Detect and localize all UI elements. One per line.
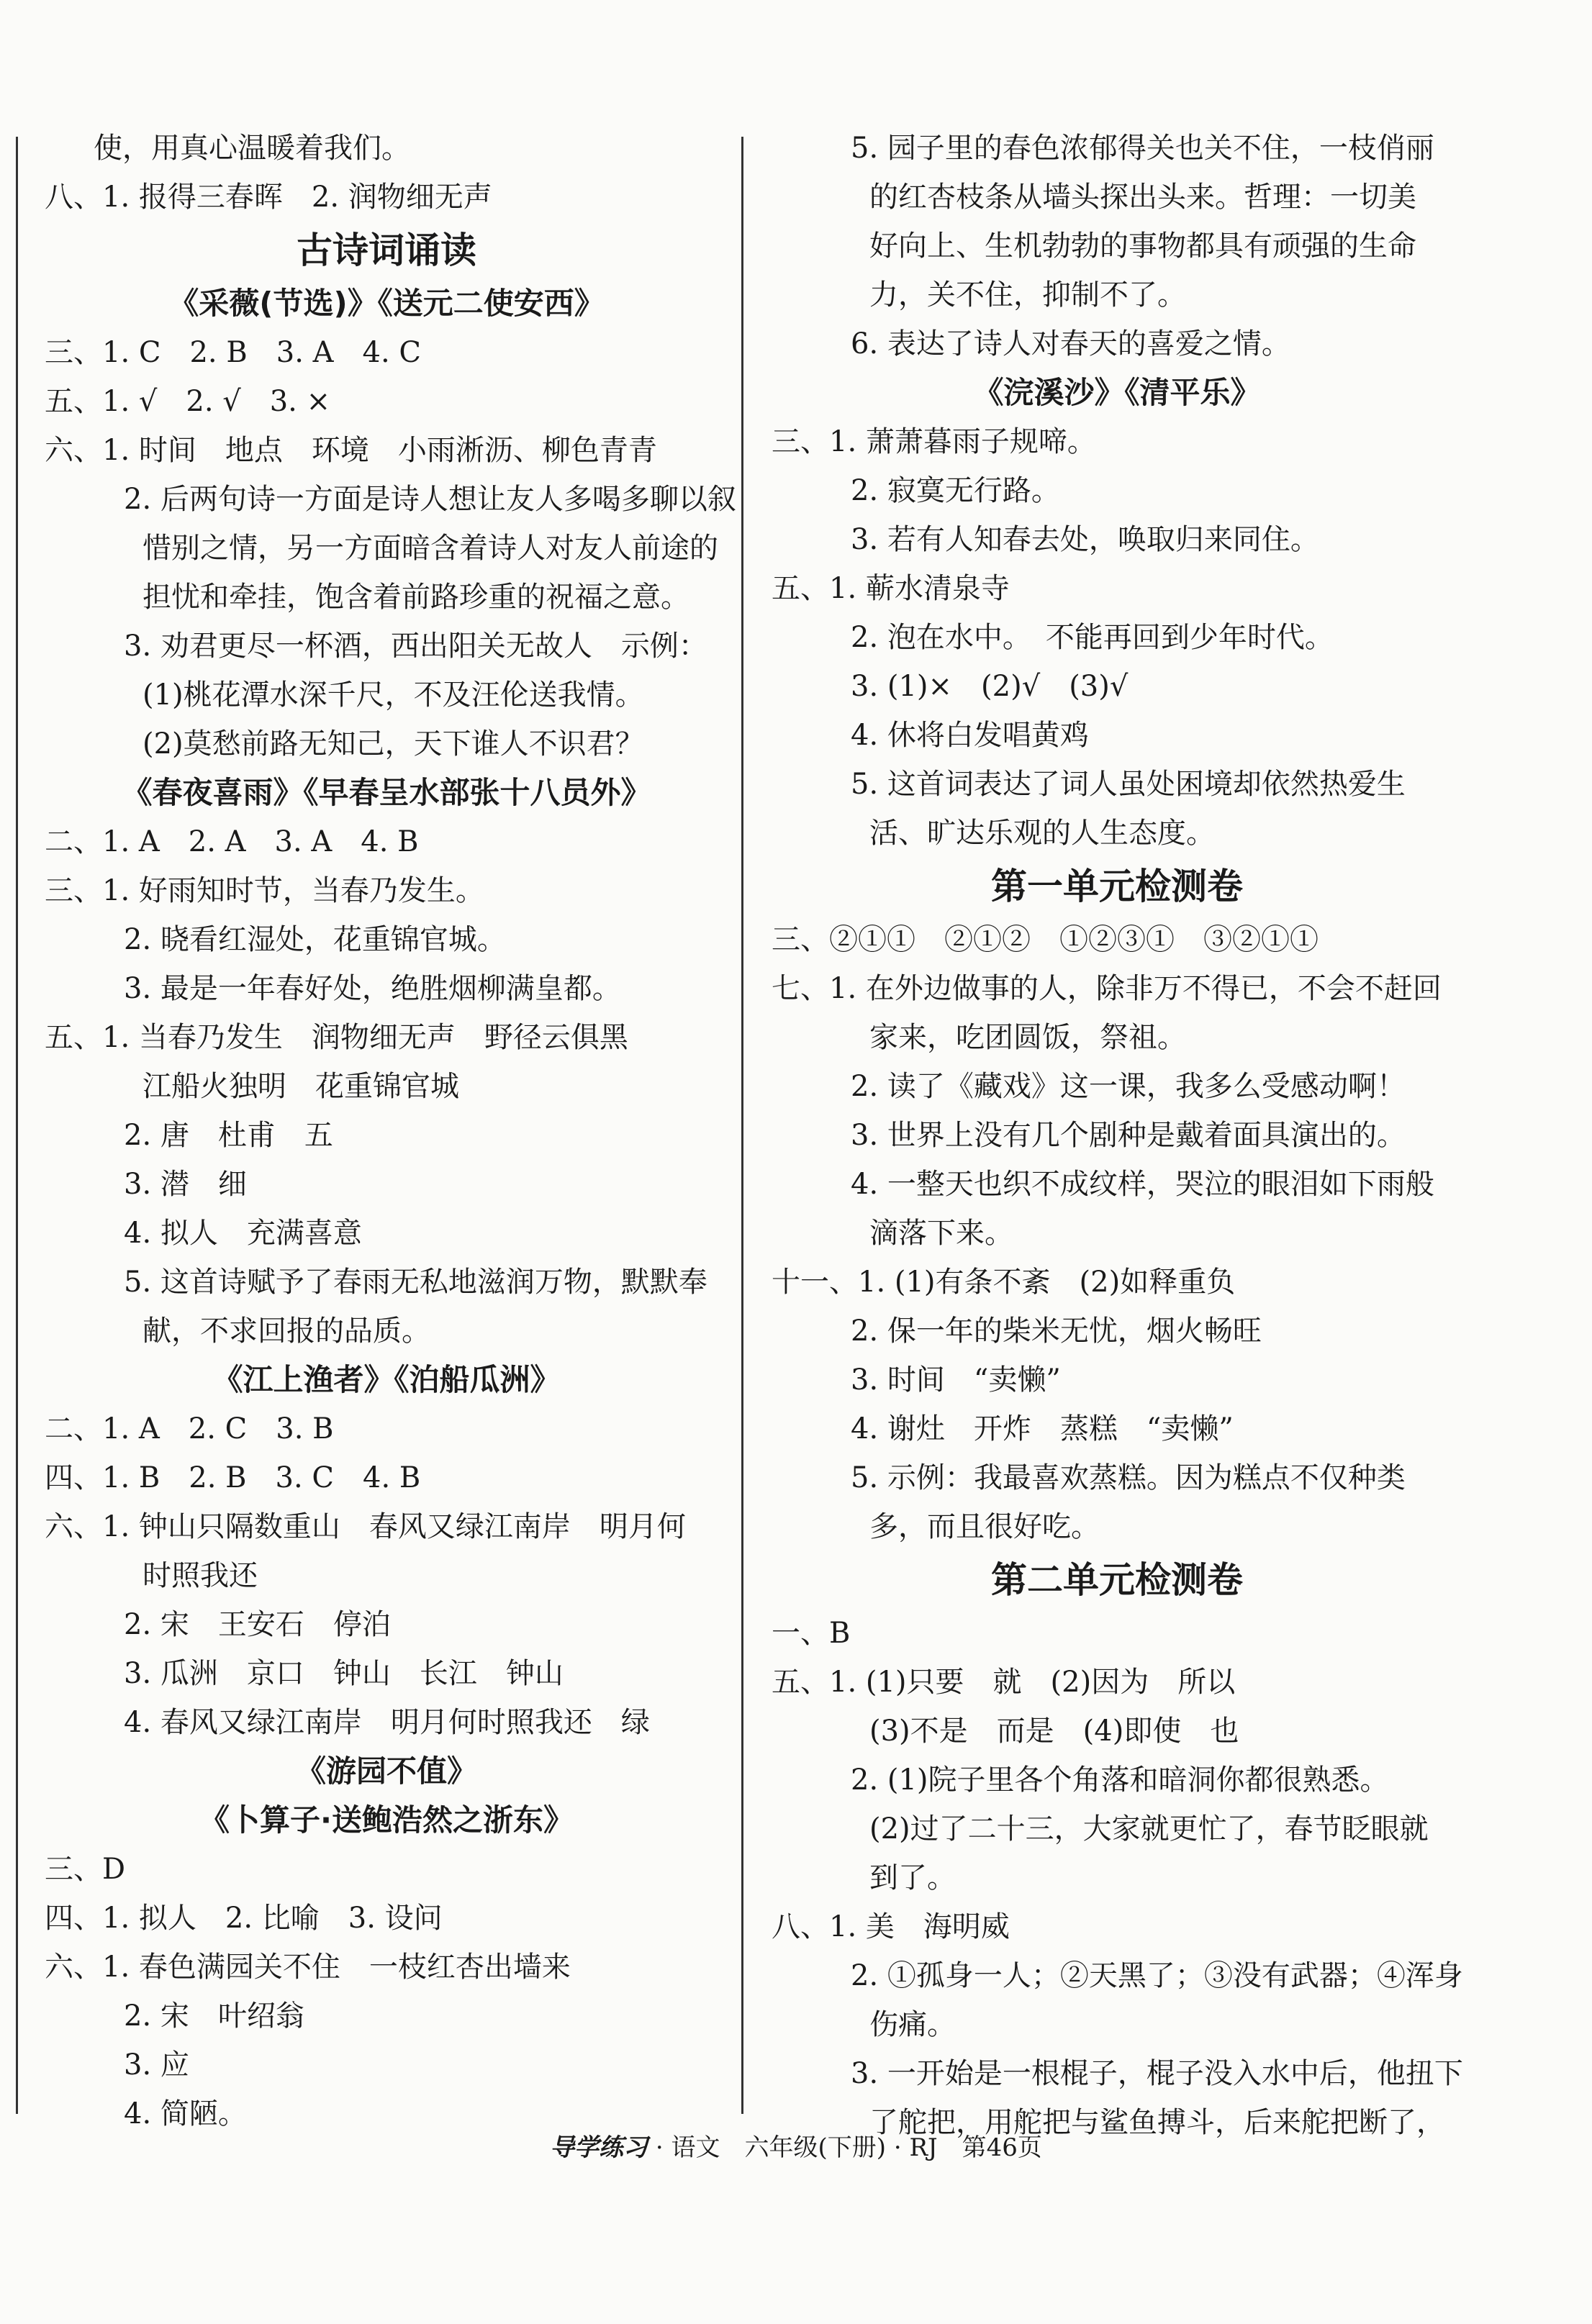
poem-heading: 《浣溪沙》《清平乐》 <box>973 375 1261 410</box>
text-line: 六、1. 春色满园关不住 一枝红杏出墙来 <box>45 1951 571 1984</box>
text-line: 家来，吃团圆饭，祭祖。 <box>869 1021 1186 1054</box>
left-margin-rule <box>16 137 18 2114</box>
text-line: 三、1. C 2. B 3. A 4. C <box>45 336 422 369</box>
text-line: 六、1. 时间 地点 环境 小雨淅沥、柳色青青 <box>45 434 657 467</box>
text-line: 五、1. 当春乃发生 润物细无声 野径云俱黑 <box>45 1021 628 1054</box>
text-line: 3. 应 <box>124 2048 189 2082</box>
text-line: 2. 泡在水中。 不能再回到少年时代。 <box>851 621 1334 654</box>
poem-heading: 《游园不值》 <box>295 1753 477 1789</box>
text-line: 6. 表达了诗人对春天的喜爱之情。 <box>851 327 1290 360</box>
text-line: 3. 若有人知春去处，唤取归来同住。 <box>851 523 1319 556</box>
text-line: 4. 谢灶 开炸 蒸糕 “卖懒” <box>851 1412 1234 1445</box>
text-line: 五、1. 蕲水清泉寺 <box>772 572 1010 605</box>
text-line: (3)不是 而是 (4)即使 也 <box>869 1715 1239 1748</box>
text-line: 4. 休将白发唱黄鸡 <box>851 719 1089 752</box>
text-line: 2. 宋 王安石 停泊 <box>124 1608 391 1641</box>
text-line: 2. 晓看红湿处，花重锦官城。 <box>124 923 506 956</box>
poem-heading: 《江上渔者》《泊船瓜洲》 <box>212 1362 561 1397</box>
text-line: 使，用真心温暖着我们。 <box>94 132 410 165</box>
text-line: 五、1. (1)只要 就 (2)因为 所以 <box>772 1666 1236 1699</box>
left-column <box>45 124 736 2138</box>
text-line: 四、1. B 2. B 3. C 4. B <box>45 1461 421 1494</box>
text-line: 三、②①① ②①② ①②③① ③②①① <box>772 923 1319 956</box>
column-divider <box>741 137 743 2114</box>
text-line: (1)桃花潭水深千尺，不及汪伦送我情。 <box>143 678 644 712</box>
text-line: 3. 最是一年春好处，绝胜烟柳满皇都。 <box>124 972 621 1005</box>
text-line: 五、1. √ 2. √ 3. × <box>45 385 331 418</box>
text-line: 献，不求回报的品质。 <box>143 1315 430 1348</box>
text-line: 四、1. 拟人 2. 比喻 3. 设问 <box>45 1902 443 1935</box>
right-column <box>772 124 1462 2147</box>
text-line: 5. 这首词表达了词人虽处困境却依然热爱生 <box>851 768 1406 801</box>
text-line: 多，而且很好吃。 <box>869 1510 1100 1543</box>
poem-heading: 《春夜喜雨》《早春呈水部张十八员外》 <box>122 775 651 810</box>
text-line: 时照我还 <box>143 1559 258 1592</box>
text-line: 七、1. 在外边做事的人，除非万不得已，不会不赶回 <box>772 972 1442 1005</box>
text-line: 2. 保一年的柴米无忧，烟火畅旺 <box>851 1315 1262 1348</box>
text-line: 3. 时间 “卖懒” <box>851 1363 1061 1397</box>
section-title: 第一单元检测卷 <box>991 866 1243 907</box>
text-line: 2. 读了《藏戏》这一课，我多么受感动啊！ <box>851 1070 1406 1103</box>
text-line: 好向上、生机勃勃的事物都具有顽强的生命 <box>869 230 1416 263</box>
section-title: 第二单元检测卷 <box>991 1559 1243 1601</box>
text-line: 5. 示例：我最喜欢蒸糕。因为糕点不仅种类 <box>851 1461 1406 1494</box>
text-line: 三、1. 萧萧暮雨子规啼。 <box>772 425 1096 458</box>
text-line: 2. 唐 杜甫 五 <box>124 1119 333 1152</box>
text-line: 4. 春风又绿江南岸 明月何时照我还 绿 <box>124 1706 650 1739</box>
text-line: 三、D <box>45 1853 126 1886</box>
text-line: 3. 一开始是一根棍子，棍子没入水中后，他扭下 <box>851 2057 1463 2090</box>
text-line: 八、1. 报得三春晖 2. 润物细无声 <box>45 181 492 214</box>
text-line: 担忧和牵挂，饱含着前路珍重的祝福之意。 <box>143 581 689 614</box>
text-line: 惜别之情，另一方面暗含着诗人对友人前途的 <box>143 532 718 565</box>
text-line: 3. 世界上没有几个剧种是戴着面具演出的。 <box>851 1119 1406 1152</box>
text-line: 了舵把，用舵把与鲨鱼搏斗，后来舵把断了， <box>869 2106 1445 2139</box>
text-line: 伤痛。 <box>869 2008 956 2041</box>
text-line: (2)过了二十三，大家就更忙了，春节眨眼就 <box>869 1812 1429 1846</box>
poem-heading: 《卜算子·送鲍浩然之浙东》 <box>199 1802 574 1838</box>
text-line: 2. 寂寞无行路。 <box>851 474 1060 507</box>
text-line: 三、1. 好雨知时节，当春乃发生。 <box>45 874 484 907</box>
text-line: 一、B <box>772 1617 851 1650</box>
text-line: 江船火独明 花重锦官城 <box>143 1070 459 1103</box>
text-line: 二、1. A 2. C 3. B <box>45 1412 334 1445</box>
text-line: 2. 宋 叶绍翁 <box>124 2000 304 2033</box>
text-line: 5. 园子里的春色浓郁得关也关不住，一枝俏丽 <box>851 132 1434 165</box>
text-line: 八、1. 美 海明威 <box>772 1910 1010 1943</box>
text-line: 十一、1. (1)有条不紊 (2)如释重负 <box>772 1266 1236 1299</box>
text-line: 4. 一整天也织不成纹样，哭泣的眼泪如下雨般 <box>851 1168 1434 1201</box>
text-line: 2. (1)院子里各个角落和暗洞你都很熟悉。 <box>851 1764 1389 1797</box>
footer-info: · 语文 六年级(下册) · RJ 第46页 <box>655 2133 1042 2162</box>
text-line: 六、1. 钟山只隔数重山 春风又绿江南岸 明月何 <box>45 1510 686 1543</box>
text-line: 二、1. A 2. A 3. A 4. B <box>45 825 419 858</box>
text-line: 到了。 <box>869 1861 956 1894</box>
page-footer <box>0 2130 1592 2166</box>
text-line: 5. 这首诗赋予了春雨无私地滋润万物，默默奉 <box>124 1266 707 1299</box>
text-line: 滴落下来。 <box>869 1217 1013 1250</box>
text-line: 4. 拟人 充满喜意 <box>124 1217 362 1250</box>
text-line: 力，关不住，抑制不了。 <box>869 278 1186 312</box>
text-line: 2. ①孤身一人；②天黑了；③没有武器；④浑身 <box>851 1959 1463 1992</box>
section-title: 古诗词诵读 <box>297 230 476 271</box>
text-line: 3. 潜 细 <box>124 1168 247 1201</box>
text-line: 3. 瓜洲 京口 钟山 长江 钟山 <box>124 1657 564 1690</box>
text-line: 的红杏枝条从墙头探出头来。哲理：一切美 <box>869 181 1416 214</box>
text-line: 3. 劝君更尽一杯酒，西出阳关无故人 示例： <box>124 630 707 663</box>
text-line: 活、旷达乐观的人生态度。 <box>869 817 1215 850</box>
poem-heading: 《采薇(节选)》《送元二使安西》 <box>168 286 605 321</box>
footer-brand: 导学练习 <box>550 2133 648 2162</box>
text-line: (2)莫愁前路无知己，天下谁人不识君？ <box>143 727 644 761</box>
text-line: 3. (1)× (2)√ (3)√ <box>851 670 1129 703</box>
text-line: 4. 简陋。 <box>124 2097 247 2130</box>
text-line: 2. 后两句诗一方面是诗人想让友人多喝多聊以叙 <box>124 483 736 516</box>
